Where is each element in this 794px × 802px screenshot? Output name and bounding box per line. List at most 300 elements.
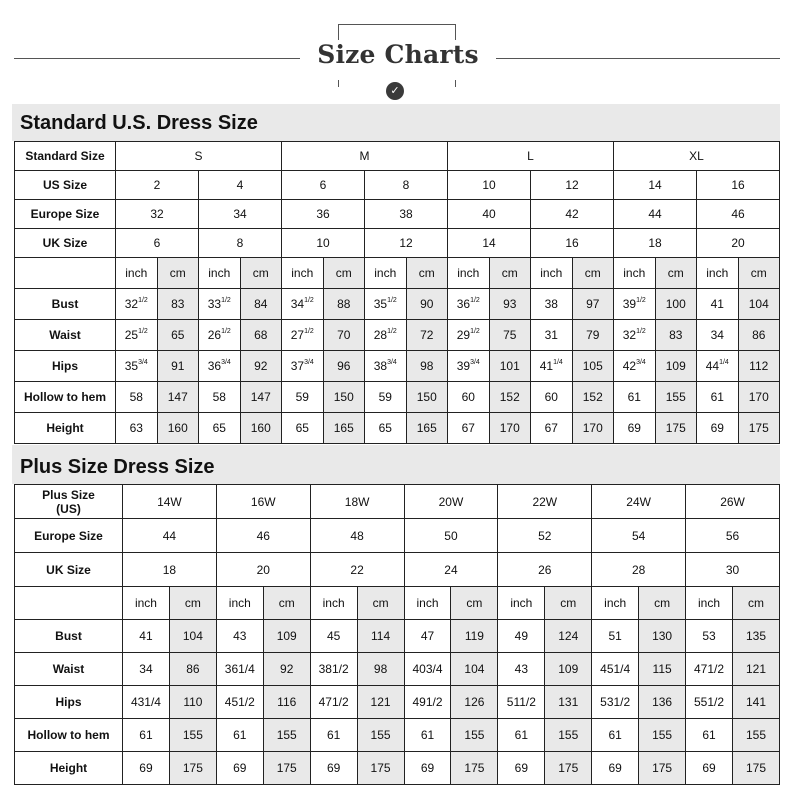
size-l: L xyxy=(448,142,614,171)
value-whole: 97 xyxy=(586,297,600,311)
cm-value-cell: 175 xyxy=(639,752,686,785)
value-fraction: 1/2 xyxy=(138,328,148,335)
inch-value-cell: 69 xyxy=(686,752,733,785)
plus-uk-size-row xyxy=(15,553,780,587)
value-whole: 32 xyxy=(124,297,139,311)
value-whole: 42 xyxy=(622,359,637,373)
value-whole: 65 xyxy=(212,421,226,435)
unit-cm: cm xyxy=(169,587,216,620)
inch-value-cell: 431/4 xyxy=(123,686,170,719)
measurement-row xyxy=(15,320,780,351)
value-whole: 61 xyxy=(627,390,641,404)
cm-value-cell xyxy=(489,289,531,320)
inch-value-cell xyxy=(282,413,324,444)
inch-value-cell: 511/2 xyxy=(498,686,545,719)
cm-value-cell: 155 xyxy=(357,719,404,752)
inch-value-cell xyxy=(116,320,158,351)
cm-value-cell: 114 xyxy=(357,620,404,653)
value-whole: 67 xyxy=(461,421,475,435)
inch-value-cell xyxy=(365,351,407,382)
value-whole: 109 xyxy=(665,359,686,373)
cm-value-cell xyxy=(406,413,448,444)
value-whole: 165 xyxy=(333,421,354,435)
value-whole: 33 xyxy=(207,297,222,311)
cm-value-cell: 98 xyxy=(357,653,404,686)
value-whole: 27 xyxy=(290,328,305,342)
uk-size-cell: 16 xyxy=(531,229,614,258)
row-label: Hollow to hem xyxy=(15,719,123,752)
value-whole: 63 xyxy=(129,421,143,435)
value-whole: 29 xyxy=(456,328,471,342)
value-whole: 34 xyxy=(710,328,724,342)
value-whole: 58 xyxy=(212,390,226,404)
plus-size-cell: 20W xyxy=(404,485,498,519)
value-whole: 170 xyxy=(582,421,603,435)
inch-value-cell xyxy=(199,320,241,351)
cm-value-cell xyxy=(323,289,365,320)
us-size-cell: 2 xyxy=(116,171,199,200)
plus-size-cell: 14W xyxy=(123,485,217,519)
unit-inch: inch xyxy=(199,258,241,289)
inch-value-cell: 61 xyxy=(404,719,451,752)
measurement-row xyxy=(15,382,780,413)
value-whole: 60 xyxy=(544,390,558,404)
value-whole: 170 xyxy=(748,390,769,404)
inch-value-cell xyxy=(697,382,739,413)
uk-size-cell: 6 xyxy=(116,229,199,258)
value-whole: 41 xyxy=(710,297,724,311)
uk-size-cell: 14 xyxy=(448,229,531,258)
cm-value-cell: 130 xyxy=(639,620,686,653)
value-fraction: 1/4 xyxy=(553,359,563,366)
value-whole: 91 xyxy=(171,359,185,373)
inch-value-cell: 43 xyxy=(498,653,545,686)
value-whole: 160 xyxy=(167,421,188,435)
unit-cm: cm xyxy=(406,258,448,289)
measurement-row xyxy=(15,653,780,686)
inch-value-cell: 69 xyxy=(216,752,263,785)
value-whole: 26 xyxy=(207,328,222,342)
europe-size-cell: 44 xyxy=(123,519,217,553)
value-whole: 41 xyxy=(539,359,554,373)
value-whole: 70 xyxy=(337,328,351,342)
value-fraction: 1/2 xyxy=(138,297,148,304)
europe-size-row xyxy=(15,200,780,229)
inch-value-cell xyxy=(199,382,241,413)
inch-value-cell: 451/2 xyxy=(216,686,263,719)
value-fraction: 3/4 xyxy=(138,359,148,366)
cm-value-cell: 155 xyxy=(263,719,310,752)
inch-value-cell xyxy=(448,382,490,413)
cm-value-cell xyxy=(157,413,199,444)
cm-value-cell: 104 xyxy=(451,653,498,686)
value-whole: 75 xyxy=(503,328,517,342)
value-whole: 59 xyxy=(295,390,309,404)
cm-value-cell xyxy=(655,382,697,413)
value-whole: 32 xyxy=(622,328,637,342)
cm-value-cell: 155 xyxy=(169,719,216,752)
unit-row-label xyxy=(15,587,123,620)
value-whole: 150 xyxy=(333,390,354,404)
uk-size-cell: 28 xyxy=(592,553,686,587)
value-fraction: 3/4 xyxy=(387,359,397,366)
row-label: Waist xyxy=(15,653,123,686)
value-fraction: 3/4 xyxy=(304,359,314,366)
cm-value-cell: 155 xyxy=(732,719,779,752)
inch-value-cell: 47 xyxy=(404,620,451,653)
us-size-cell: 10 xyxy=(448,171,531,200)
row-label: UK Size xyxy=(15,229,116,258)
inch-value-cell: 69 xyxy=(592,752,639,785)
cm-value-cell: 92 xyxy=(263,653,310,686)
inch-value-cell xyxy=(697,289,739,320)
value-whole: 98 xyxy=(420,359,434,373)
value-whole: 147 xyxy=(167,390,188,404)
uk-size-cell: 20 xyxy=(697,229,780,258)
value-whole: 175 xyxy=(665,421,686,435)
value-whole: 69 xyxy=(627,421,641,435)
uk-size-cell: 8 xyxy=(199,229,282,258)
value-whole: 160 xyxy=(250,421,271,435)
cm-value-cell xyxy=(323,413,365,444)
europe-size-cell: 48 xyxy=(310,519,404,553)
inch-value-cell xyxy=(448,413,490,444)
inch-value-cell: 49 xyxy=(498,620,545,653)
value-whole: 83 xyxy=(669,328,683,342)
inch-value-cell: 491/2 xyxy=(404,686,451,719)
inch-value-cell: 471/2 xyxy=(686,653,733,686)
inch-value-cell xyxy=(365,382,407,413)
europe-size-cell: 54 xyxy=(592,519,686,553)
inch-value-cell: 61 xyxy=(310,719,357,752)
value-whole: 170 xyxy=(499,421,520,435)
value-whole: 65 xyxy=(171,328,185,342)
cm-value-cell xyxy=(738,382,780,413)
row-label: Waist xyxy=(15,320,116,351)
inch-value-cell xyxy=(614,289,656,320)
unit-inch: inch xyxy=(686,587,733,620)
value-fraction: 1/2 xyxy=(470,328,480,335)
us-size-cell: 6 xyxy=(282,171,365,200)
value-fraction: 1/2 xyxy=(387,297,397,304)
unit-inch: inch xyxy=(116,258,158,289)
value-whole: 39 xyxy=(456,359,471,373)
unit-cm: cm xyxy=(655,258,697,289)
inch-value-cell xyxy=(199,351,241,382)
value-whole: 25 xyxy=(124,328,139,342)
cm-value-cell xyxy=(157,382,199,413)
uk-size-cell: 30 xyxy=(686,553,780,587)
standard-section-heading xyxy=(12,104,780,141)
unit-inch: inch xyxy=(365,258,407,289)
inch-value-cell xyxy=(531,382,573,413)
inch-value-cell: 61 xyxy=(498,719,545,752)
inch-value-cell xyxy=(116,289,158,320)
row-label: Hips xyxy=(15,686,123,719)
inch-value-cell xyxy=(614,382,656,413)
measurement-row xyxy=(15,719,780,752)
cm-value-cell xyxy=(572,413,614,444)
unit-cm: cm xyxy=(639,587,686,620)
cm-value-cell xyxy=(406,289,448,320)
cm-value-cell xyxy=(157,351,199,382)
measurement-row xyxy=(15,752,780,785)
inch-value-cell xyxy=(199,289,241,320)
uk-size-cell: 10 xyxy=(282,229,365,258)
cm-value-cell: 141 xyxy=(732,686,779,719)
value-whole: 100 xyxy=(665,297,686,311)
row-label-line: (US) xyxy=(56,501,81,516)
us-size-cell: 4 xyxy=(199,171,282,200)
value-whole: 37 xyxy=(290,359,305,373)
uk-size-cell: 20 xyxy=(216,553,310,587)
unit-cm: cm xyxy=(357,587,404,620)
value-fraction: 3/4 xyxy=(221,359,231,366)
row-label: Standard Size xyxy=(15,142,116,171)
cm-value-cell: 175 xyxy=(357,752,404,785)
value-whole: 175 xyxy=(748,421,769,435)
inch-value-cell: 551/2 xyxy=(686,686,733,719)
inch-value-cell: 69 xyxy=(498,752,545,785)
cm-value-cell: 135 xyxy=(732,620,779,653)
unit-inch: inch xyxy=(614,258,656,289)
inch-value-cell xyxy=(116,351,158,382)
cm-value-cell xyxy=(655,413,697,444)
inch-value-cell xyxy=(365,289,407,320)
inch-value-cell: 34 xyxy=(123,653,170,686)
value-whole: 152 xyxy=(582,390,603,404)
cm-value-cell xyxy=(240,320,282,351)
value-whole: 28 xyxy=(373,328,388,342)
cm-value-cell: 121 xyxy=(732,653,779,686)
inch-value-cell: 51 xyxy=(592,620,639,653)
value-whole: 84 xyxy=(254,297,268,311)
measurement-row xyxy=(15,289,780,320)
cm-value-cell: 175 xyxy=(732,752,779,785)
value-whole: 88 xyxy=(337,297,351,311)
uk-size-cell: 26 xyxy=(498,553,592,587)
unit-cm: cm xyxy=(572,258,614,289)
inch-value-cell: 531/2 xyxy=(592,686,639,719)
unit-row-label xyxy=(15,258,116,289)
value-whole: 112 xyxy=(749,359,769,373)
europe-size-cell: 56 xyxy=(686,519,780,553)
value-whole: 68 xyxy=(254,328,268,342)
inch-value-cell: 53 xyxy=(686,620,733,653)
header-right-rule xyxy=(496,58,780,59)
measurement-row xyxy=(15,620,780,653)
value-whole: 104 xyxy=(748,297,769,311)
value-fraction: 1/2 xyxy=(304,297,314,304)
inch-value-cell xyxy=(697,320,739,351)
cm-value-cell: 175 xyxy=(451,752,498,785)
cm-value-cell xyxy=(572,351,614,382)
standard-size-row xyxy=(15,142,780,171)
cm-value-cell: 136 xyxy=(639,686,686,719)
unit-cm: cm xyxy=(323,258,365,289)
value-whole: 72 xyxy=(420,328,434,342)
cm-value-cell: 175 xyxy=(545,752,592,785)
page-title: Size Charts xyxy=(317,40,479,69)
measurement-row xyxy=(15,413,780,444)
cm-value-cell: 131 xyxy=(545,686,592,719)
unit-cm: cm xyxy=(240,258,282,289)
check-badge-icon: ✓ xyxy=(386,82,404,100)
value-whole: 44 xyxy=(705,359,720,373)
cm-value-cell: 119 xyxy=(451,620,498,653)
inch-value-cell: 61 xyxy=(592,719,639,752)
value-fraction: 3/4 xyxy=(470,359,480,366)
europe-size-cell: 32 xyxy=(116,200,199,229)
value-whole: 58 xyxy=(129,390,143,404)
unit-inch: inch xyxy=(531,258,573,289)
value-whole: 165 xyxy=(416,421,437,435)
value-fraction: 1/2 xyxy=(221,297,231,304)
uk-size-row xyxy=(15,229,780,258)
value-whole: 59 xyxy=(378,390,392,404)
measurement-row xyxy=(15,351,780,382)
inch-value-cell xyxy=(199,413,241,444)
cm-value-cell xyxy=(489,351,531,382)
cm-value-cell xyxy=(406,382,448,413)
inch-value-cell xyxy=(448,320,490,351)
unit-cm: cm xyxy=(263,587,310,620)
value-whole: 86 xyxy=(752,328,766,342)
cm-value-cell: 115 xyxy=(639,653,686,686)
row-label xyxy=(15,485,123,519)
value-fraction: 1/2 xyxy=(636,297,646,304)
uk-size-cell: 18 xyxy=(614,229,697,258)
inch-value-cell xyxy=(531,320,573,351)
value-whole: 83 xyxy=(171,297,185,311)
value-whole: 34 xyxy=(290,297,305,311)
value-fraction: 1/2 xyxy=(636,328,646,335)
value-whole: 93 xyxy=(503,297,517,311)
unit-inch: inch xyxy=(498,587,545,620)
unit-cm: cm xyxy=(157,258,199,289)
value-whole: 36 xyxy=(207,359,222,373)
measurement-row xyxy=(15,686,780,719)
cm-value-cell xyxy=(240,382,282,413)
unit-cm: cm xyxy=(489,258,531,289)
value-whole: 39 xyxy=(622,297,637,311)
uk-size-cell: 22 xyxy=(310,553,404,587)
inch-value-cell: 45 xyxy=(310,620,357,653)
row-label: Height xyxy=(15,413,116,444)
row-label: US Size xyxy=(15,171,116,200)
value-whole: 61 xyxy=(710,390,724,404)
cm-value-cell xyxy=(240,351,282,382)
us-size-cell: 16 xyxy=(697,171,780,200)
unit-cm: cm xyxy=(738,258,780,289)
us-size-cell: 12 xyxy=(531,171,614,200)
inch-value-cell: 471/2 xyxy=(310,686,357,719)
unit-inch: inch xyxy=(216,587,263,620)
value-whole: 35 xyxy=(124,359,139,373)
row-label: Hollow to hem xyxy=(15,382,116,413)
cm-value-cell: 116 xyxy=(263,686,310,719)
cm-value-cell xyxy=(323,320,365,351)
europe-size-cell: 38 xyxy=(365,200,448,229)
value-whole: 36 xyxy=(456,297,471,311)
europe-size-cell: 46 xyxy=(216,519,310,553)
inch-value-cell xyxy=(448,289,490,320)
plus-size-cell: 24W xyxy=(592,485,686,519)
cm-value-cell xyxy=(240,289,282,320)
unit-inch: inch xyxy=(404,587,451,620)
uk-size-cell: 12 xyxy=(365,229,448,258)
value-whole: 92 xyxy=(254,359,268,373)
us-size-cell: 8 xyxy=(365,171,448,200)
cm-value-cell: 109 xyxy=(545,653,592,686)
unit-inch: inch xyxy=(282,258,324,289)
europe-size-cell: 44 xyxy=(614,200,697,229)
plus-size-table xyxy=(14,484,780,785)
europe-size-cell: 46 xyxy=(697,200,780,229)
size-s: S xyxy=(116,142,282,171)
inch-value-cell xyxy=(282,382,324,413)
inch-value-cell xyxy=(116,413,158,444)
inch-value-cell: 69 xyxy=(404,752,451,785)
cm-value-cell xyxy=(406,320,448,351)
value-whole: 101 xyxy=(499,359,520,373)
cm-value-cell xyxy=(323,351,365,382)
unit-inch: inch xyxy=(123,587,170,620)
value-whole: 69 xyxy=(710,421,724,435)
cm-value-cell xyxy=(655,320,697,351)
cm-value-cell: 155 xyxy=(545,719,592,752)
value-whole: 38 xyxy=(544,297,558,311)
value-whole: 65 xyxy=(295,421,309,435)
value-whole: 79 xyxy=(586,328,600,342)
value-whole: 65 xyxy=(378,421,392,435)
inch-value-cell xyxy=(282,320,324,351)
value-whole: 67 xyxy=(544,421,558,435)
value-whole: 38 xyxy=(373,359,388,373)
inch-value-cell xyxy=(531,351,573,382)
plus-unit-row xyxy=(15,587,780,620)
unit-inch: inch xyxy=(697,258,739,289)
cm-value-cell: 86 xyxy=(169,653,216,686)
inch-value-cell xyxy=(614,413,656,444)
value-whole: 90 xyxy=(420,297,434,311)
size-charts-header xyxy=(0,0,794,104)
cm-value-cell xyxy=(157,289,199,320)
unit-row xyxy=(15,258,780,289)
inch-value-cell: 61 xyxy=(123,719,170,752)
cm-value-cell xyxy=(572,382,614,413)
inch-value-cell xyxy=(614,320,656,351)
cm-value-cell xyxy=(323,382,365,413)
inch-value-cell: 361/4 xyxy=(216,653,263,686)
inch-value-cell xyxy=(531,289,573,320)
unit-cm: cm xyxy=(732,587,779,620)
unit-inch: inch xyxy=(448,258,490,289)
unit-cm: cm xyxy=(451,587,498,620)
plus-size-cell: 26W xyxy=(686,485,780,519)
plus-size-cell: 22W xyxy=(498,485,592,519)
size-xl: XL xyxy=(614,142,780,171)
plus-size-cell: 18W xyxy=(310,485,404,519)
inch-value-cell xyxy=(448,351,490,382)
cm-value-cell: 175 xyxy=(169,752,216,785)
cm-value-cell xyxy=(406,351,448,382)
inch-value-cell: 69 xyxy=(123,752,170,785)
cm-value-cell xyxy=(655,351,697,382)
cm-value-cell: 104 xyxy=(169,620,216,653)
value-whole: 105 xyxy=(582,359,603,373)
plus-section-title: Plus Size Dress Size xyxy=(20,456,215,478)
